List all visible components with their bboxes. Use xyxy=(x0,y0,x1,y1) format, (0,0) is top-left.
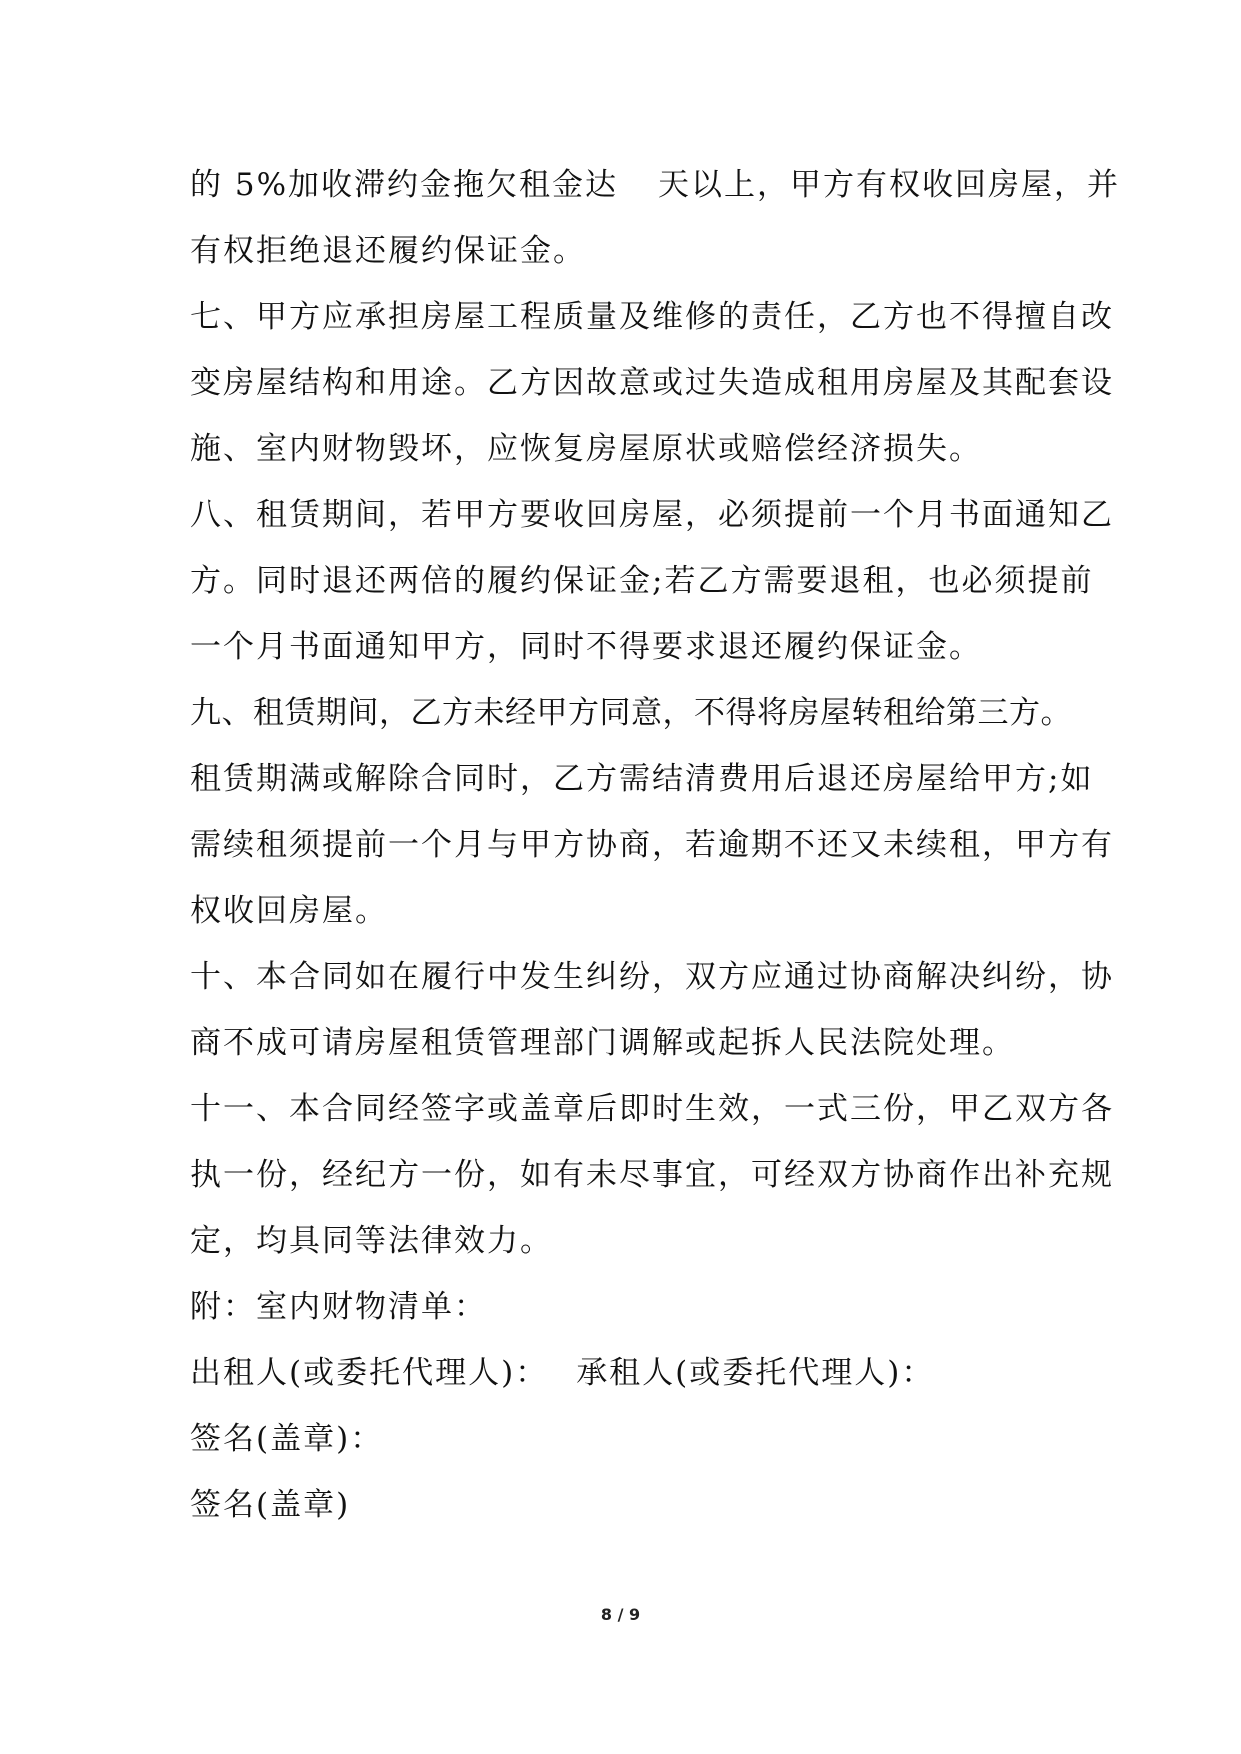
page-number: 8 / 9 xyxy=(600,1605,641,1624)
text-line: 变房屋结构和用途。乙方因故意或过失造成租用房屋及其配套设 xyxy=(190,365,1114,401)
clause-10: 十、本合同如在履行中发生纠纷，双方应通过协商解决纠纷，协 xyxy=(190,959,1114,995)
clause-9: 九、租赁期间，乙方未经甲方同意，不得将房屋转租给第三方。 xyxy=(190,695,1072,731)
text-segment: 天以上，甲方有权收回房屋，并 xyxy=(658,167,1121,203)
text-line: 定，均具同等法律效力。 xyxy=(190,1223,553,1259)
text-line xyxy=(190,152,1121,218)
text-line: 租赁期满或解除合同时，乙方需结清费用后退还房屋给甲方;如 xyxy=(190,761,1094,797)
text-segment: 的 5%加收滞约金拖欠租金达 xyxy=(190,167,619,203)
text-line: 商不成可请房屋租赁管理部门调解或起拆人民法院处理。 xyxy=(190,1025,1015,1061)
text-line: 有权拒绝退还履约保证金。 xyxy=(190,233,586,269)
lessee-label: 承租人(或委托代理人)： xyxy=(576,1355,935,1391)
text-line: 执一份，经纪方一份，如有未尽事宜，可经双方协商作出补充规 xyxy=(190,1157,1114,1193)
clause-7: 七、甲方应承担房屋工程质量及维修的责任，乙方也不得擅自改 xyxy=(190,299,1114,335)
attachment-label: 附：室内财物清单： xyxy=(190,1289,487,1325)
signature-line: 签名(盖章)： xyxy=(190,1421,384,1457)
text-line: 施、室内财物毁坏，应恢复房屋原状或赔偿经济损失。 xyxy=(190,431,982,467)
text-line: 需续租须提前一个月与甲方协商，若逾期不还又未续租，甲方有 xyxy=(190,827,1114,863)
signature-line: 签名(盖章) xyxy=(190,1487,351,1523)
signature-parties xyxy=(190,1340,1070,1406)
text-line: 权收回房屋。 xyxy=(190,893,388,929)
document-body xyxy=(190,152,1121,1538)
clause-11: 十一、本合同经签字或盖章后即时生效，一式三份，甲乙双方各 xyxy=(190,1091,1114,1127)
clause-8: 八、租赁期间，若甲方要收回房屋，必须提前一个月书面通知乙 xyxy=(190,497,1114,533)
text-line: 方。同时退还两倍的履约保证金;若乙方需要退租，也必须提前 xyxy=(190,563,1094,599)
lessor-label: 出租人(或委托代理人)： xyxy=(190,1355,549,1391)
text-line: 一个月书面通知甲方，同时不得要求退还履约保证金。 xyxy=(190,629,982,665)
